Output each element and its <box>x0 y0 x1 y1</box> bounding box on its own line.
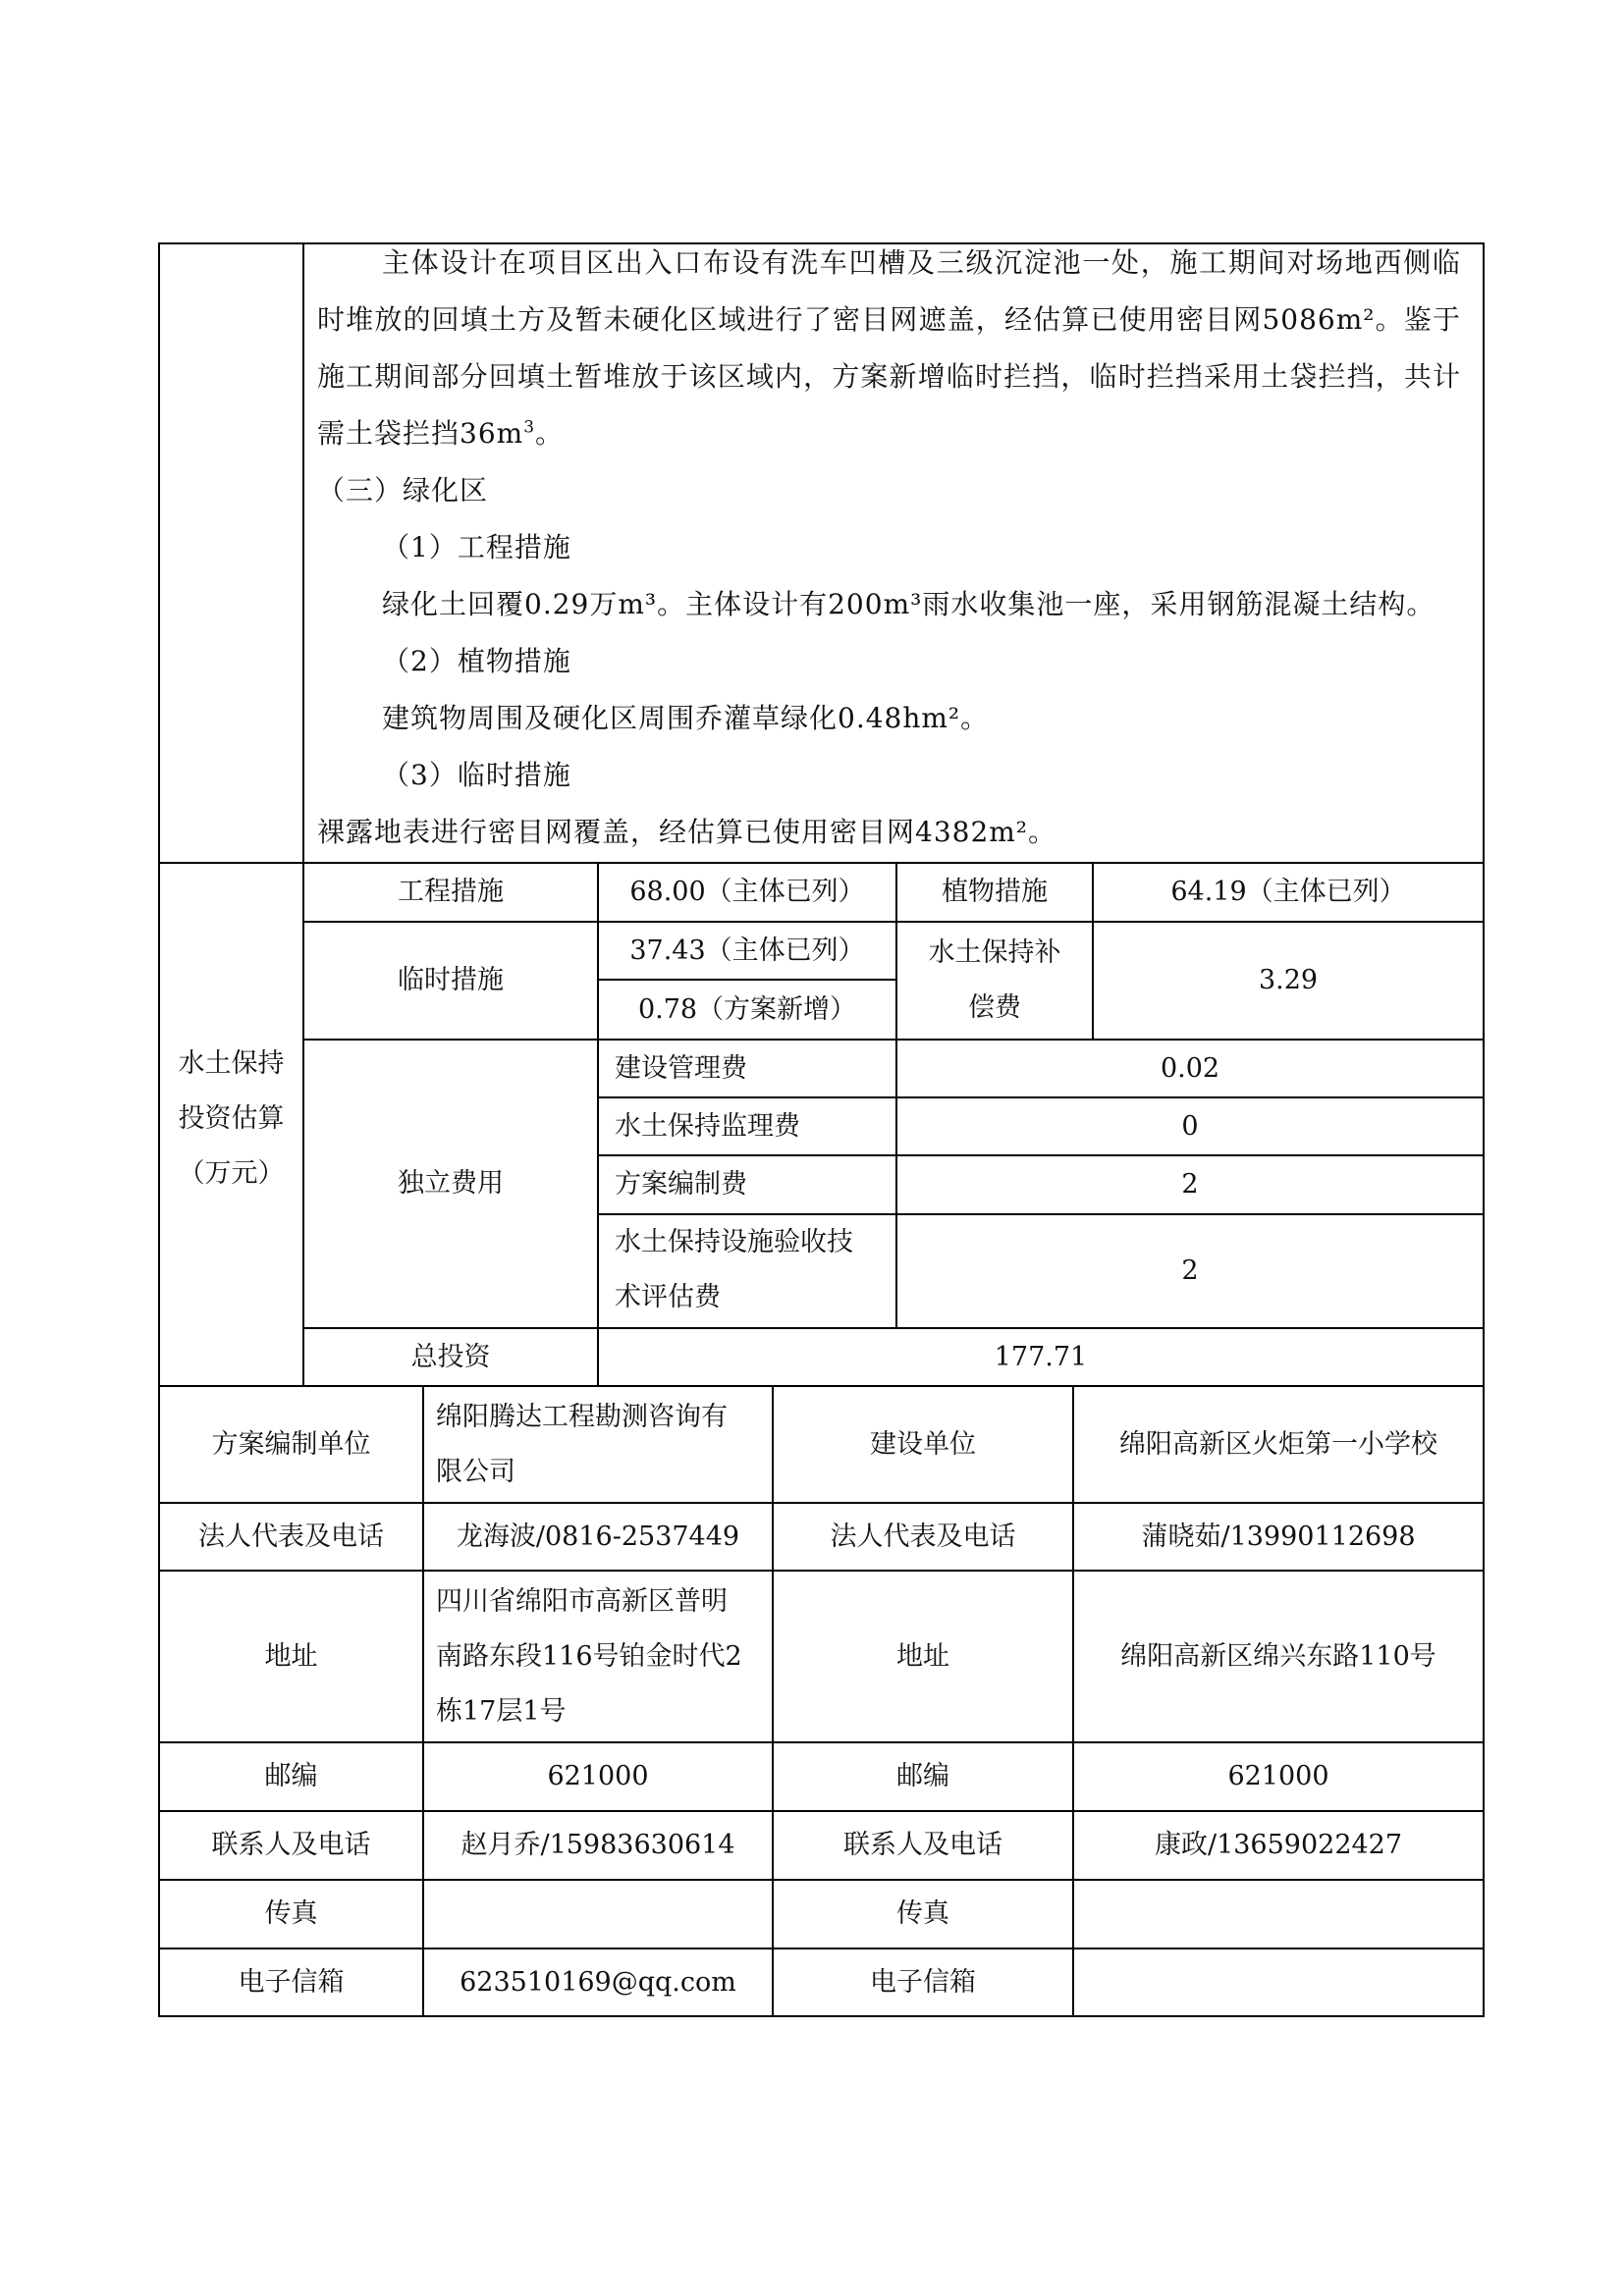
build-value: 绵阳高新区火炬第一小学校 <box>1119 1428 1437 1460</box>
subheading-temporary: （3）临时措施 <box>382 759 571 791</box>
contact-label: 联系人及电话 <box>211 1830 371 1860</box>
email-left: 623510169@qq.com <box>460 1966 736 1998</box>
addr-left <box>424 1572 772 1741</box>
indep-item-name: 方案编制费 <box>615 1169 747 1200</box>
indep-item-value: 0 <box>1181 1110 1199 1142</box>
invest-label <box>160 1021 302 1217</box>
zip-left: 621000 <box>547 1761 649 1791</box>
indep-item-name: 水土保持监理费 <box>615 1110 800 1142</box>
addr-label: 地址 <box>264 1640 318 1672</box>
comp-value: 3.29 <box>1258 965 1319 995</box>
indep-item-value: 2 <box>1181 1169 1199 1200</box>
addr-left-line1: 四川省绵阳市高新区普明 <box>436 1585 728 1617</box>
zip-label: 邮编 <box>264 1761 318 1791</box>
indep-item-name: 建设管理费 <box>615 1052 747 1084</box>
email-label-right: 电子信箱 <box>870 1966 976 1998</box>
invest-label-line2: 投资估算 <box>178 1103 285 1134</box>
indep-item-name-line2: 术评估费 <box>615 1282 721 1312</box>
text-block-top <box>317 235 1461 861</box>
paragraph-temporary-measures: 主体设计在项目区出入口布设有洗车凹槽及三级沉淀池一处，施工期间对场地西侧临时堆放的回填土方及暂未硬化区域进行了密目网遮盖，经估算已使用密目网5086m²。鉴于施工期间部分回填土暂堆放于该区域内，方案新增临时拦挡，临时拦挡采用土袋拦挡，共计需土袋拦挡$36m^3$。 <box>317 246 1461 450</box>
fax-label-right: 传真 <box>896 1898 949 1929</box>
invest-label-line3: （万元） <box>178 1158 285 1189</box>
indep-item-value: 0.02 <box>1160 1052 1220 1084</box>
temp-value-2: 0.78（方案新增） <box>637 993 857 1025</box>
addr-label-right: 地址 <box>896 1640 949 1672</box>
legal-label: 法人代表及电话 <box>198 1521 384 1552</box>
legal-value-left: 龙海波/0816-2537449 <box>456 1521 740 1552</box>
text-plant: 建筑物周围及硬化区周围乔灌草绿化0.48hm²。 <box>382 702 990 734</box>
section-heading-greening: （三）绿化区 <box>317 474 489 507</box>
text-engineering: 绿化土回覆0.29万m³。主体设计有200m³雨水收集池一座，采用钢筋混凝土结构。 <box>382 588 1435 620</box>
indep-item-name <box>599 1215 895 1327</box>
indep-item-name-line1: 水土保持设施验收技 <box>615 1227 853 1257</box>
zip-label-right: 邮编 <box>896 1761 949 1791</box>
eng-label: 工程措施 <box>398 877 504 907</box>
subheading-engineering: （1）工程措施 <box>382 531 571 563</box>
comp-label <box>897 923 1092 1039</box>
comp-label-line1: 水土保持补 <box>928 937 1061 968</box>
contact-label-right: 联系人及电话 <box>843 1830 1002 1860</box>
comp-label-line2: 偿费 <box>968 992 1021 1023</box>
total-value: 177.71 <box>994 1341 1088 1372</box>
indep-item-value: 2 <box>1181 1255 1199 1286</box>
zip-right: 621000 <box>1227 1761 1329 1791</box>
temp-label: 临时措施 <box>398 965 504 995</box>
text-temporary: 裸露地表进行密目网覆盖，经估算已使用密目网4382m²。 <box>317 816 1057 848</box>
legal-label-right: 法人代表及电话 <box>830 1521 1016 1552</box>
email-label: 电子信箱 <box>238 1966 345 1998</box>
indep-label: 独立费用 <box>398 1168 504 1199</box>
subheading-plant: （2）植物措施 <box>382 645 571 677</box>
eng-value: 68.00（主体已列） <box>629 877 865 907</box>
unit-value <box>424 1387 772 1502</box>
contact-right: 康政/13659022427 <box>1154 1830 1403 1860</box>
unit-value-line2: 限公司 <box>436 1456 515 1487</box>
legal-value-right: 蒲晓茹/13990112698 <box>1141 1521 1416 1552</box>
fax-label: 传真 <box>264 1898 318 1929</box>
plant-label: 植物措施 <box>942 877 1048 907</box>
contact-left: 赵月乔/15983630614 <box>460 1830 735 1860</box>
temp-value-1: 37.43（主体已列） <box>629 934 865 966</box>
invest-label-line1: 水土保持 <box>178 1048 285 1079</box>
unit-value-line1: 绵阳腾达工程勘测咨询有 <box>436 1401 728 1432</box>
total-label: 总投资 <box>410 1341 491 1372</box>
plant-value: 64.19（主体已列） <box>1170 877 1406 907</box>
build-label: 建设单位 <box>870 1428 976 1460</box>
addr-left-line3: 栋17层1号 <box>436 1695 567 1727</box>
addr-left-line2: 南路东段116号铂金时代2 <box>436 1640 742 1672</box>
unit-label: 方案编制单位 <box>211 1428 371 1460</box>
addr-right: 绵阳高新区绵兴东路110号 <box>1120 1640 1436 1672</box>
